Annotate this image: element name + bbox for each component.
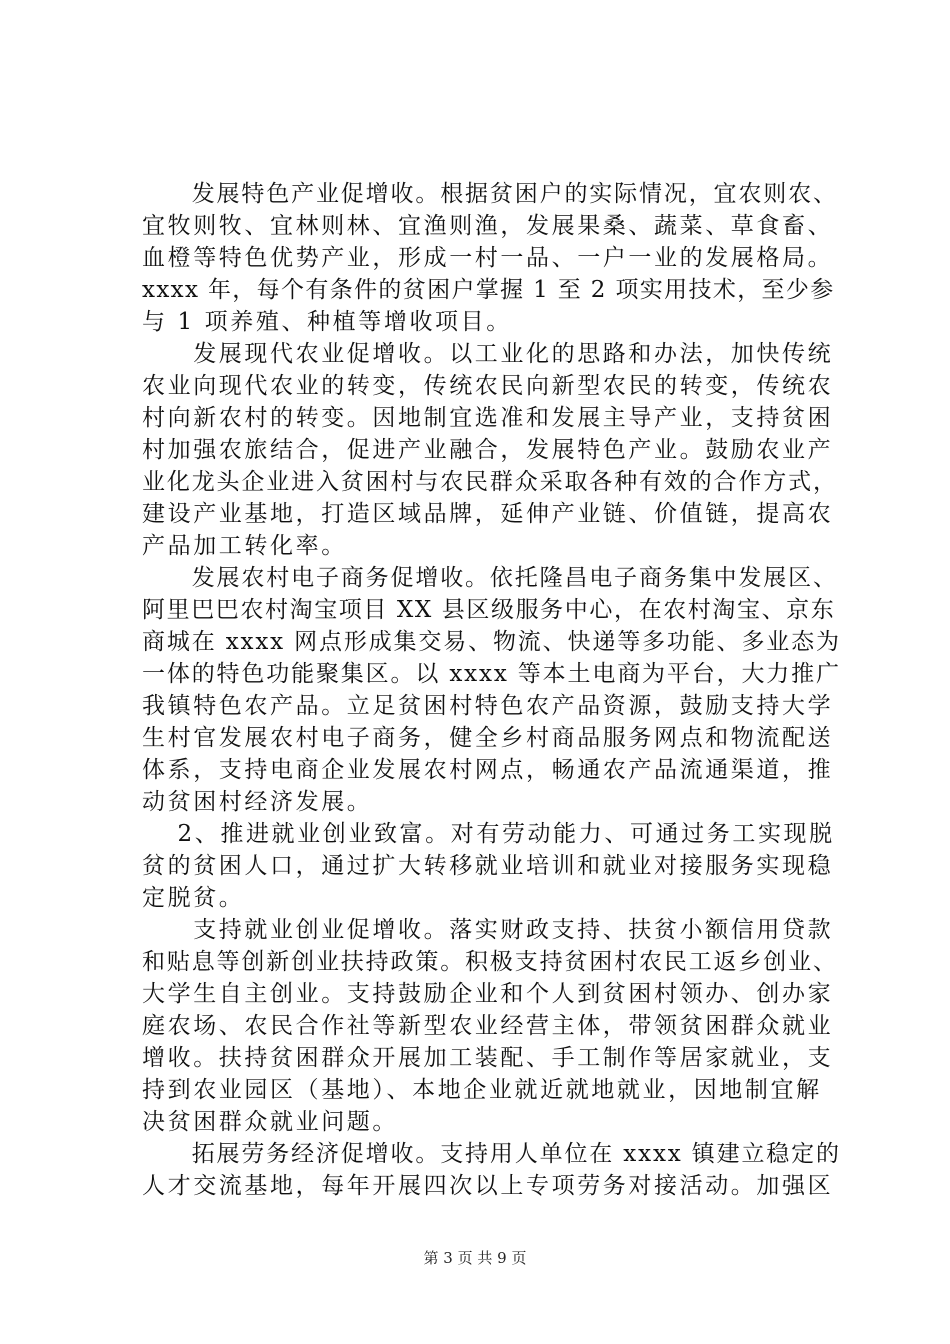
- text-line: 村加强农旅结合，促进产业融合，发展特色产业。鼓励农业产: [142, 437, 834, 463]
- text-line: 一体的特色功能聚集区。以 xxxx 等本土电商为平台，大力推广: [142, 661, 841, 687]
- text-line: 人才交流基地，每年开展四次以上专项劳务对接活动。加强区: [142, 1173, 834, 1199]
- text-line: 宜牧则牧、宜林则林、宜渔则渔，发展果桑、蔬菜、草食畜、: [142, 213, 834, 239]
- text-line: 拓展劳务经济促增收。支持用人单位在 xxxx 镇建立稳定的: [142, 1141, 841, 1167]
- text-line: 村向新农村的转变。因地制宜选准和发展主导产业，支持贫困: [142, 405, 834, 431]
- text-line: 我镇特色农产品。立足贫困村特色农产品资源，鼓励支持大学: [142, 693, 834, 719]
- text-line: 生村官发展农村电子商务，健全乡村商品服务网点和物流配送: [142, 725, 834, 751]
- text-line: 发展特色产业促增收。根据贫困户的实际情况，宜农则农、: [142, 181, 838, 207]
- text-line: 建设产业基地，打造区域品牌，延伸产业链、价值链，提高农: [142, 501, 834, 527]
- text-line: 贫的贫困人口，通过扩大转移就业培训和就业对接服务实现稳: [142, 853, 834, 879]
- text-line: 发展现代农业促增收。以工业化的思路和办法，加快传统: [142, 341, 834, 367]
- text-line: 阿里巴巴农村淘宝项目 XX 县区级服务中心，在农村淘宝、京东: [142, 597, 836, 623]
- text-line: 支持就业创业促增收。落实财政支持、扶贫小额信用贷款: [142, 917, 834, 943]
- text-line: 增收。扶持贫困群众开展加工装配、手工制作等居家就业，支: [142, 1045, 834, 1071]
- text-line: 血橙等特色优势产业，形成一村一品、一户一业的发展格局。: [142, 245, 834, 271]
- text-line: 2、推进就业创业致富。对有劳动能力、可通过务工实现脱: [142, 821, 835, 847]
- text-line: 农业向现代农业的转变，传统农民向新型农民的转变，传统农: [142, 373, 834, 399]
- text-line: 动贫困村经济发展。: [142, 789, 373, 815]
- text-line: 与 1 项养殖、种植等增收项目。: [142, 309, 512, 335]
- text-line: 庭农场、农民合作社等新型农业经营主体，带领贫困群众就业: [142, 1013, 834, 1039]
- text-line: 定脱贫。: [142, 885, 245, 911]
- text-line: 持到农业园区（基地）、本地企业就近就地就业，因地制宜解: [142, 1077, 822, 1103]
- text-line: xxxx 年，每个有条件的贫困户掌握 1 至 2 项实用技术，至少参: [142, 277, 835, 303]
- text-line: 体系，支持电商企业发展农村网点，畅通农产品流通渠道，推: [142, 757, 834, 783]
- text-line: 产品加工转化率。: [142, 533, 347, 559]
- text-line: 和贴息等创新创业扶持政策。积极支持贫困村农民工返乡创业、: [142, 949, 838, 975]
- text-line: 商城在 xxxx 网点形成集交易、物流、快递等多功能、多业态为: [142, 629, 841, 655]
- text-line: 决贫困群众就业问题。: [142, 1109, 398, 1135]
- text-line: 大学生自主创业。支持鼓励企业和个人到贫困村领办、创办家: [142, 981, 834, 1007]
- text-line: 发展农村电子商务促增收。依托隆昌电子商务集中发展区、: [142, 565, 838, 591]
- page-footer: 第 3 页 共 9 页: [423, 1249, 527, 1267]
- text-line: 业化龙头企业进入贫困村与农民群众采取各种有效的合作方式，: [142, 469, 838, 495]
